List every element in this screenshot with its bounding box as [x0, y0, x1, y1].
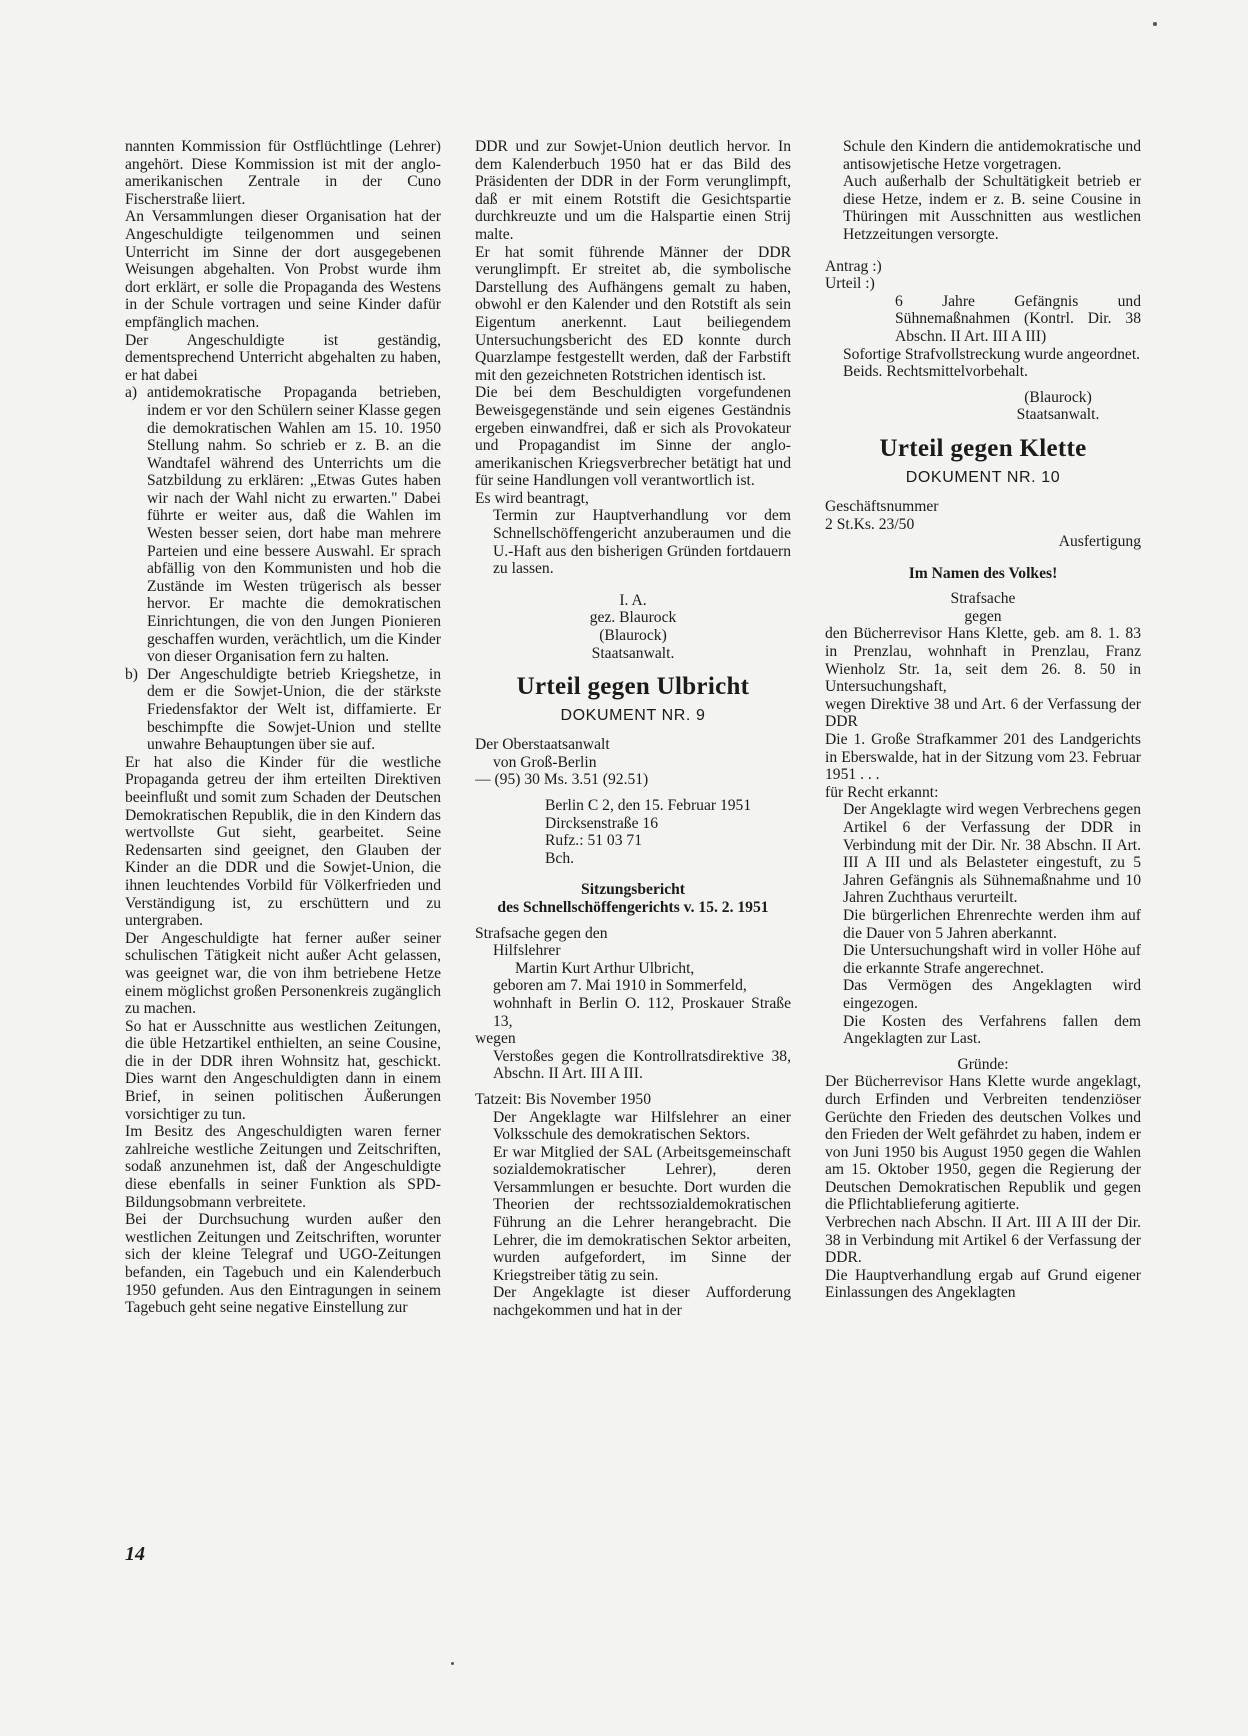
report-title: Sitzungsbericht: [581, 881, 685, 899]
case-line: wohnhaft in Berlin O. 112, Proskauer Straße 13,: [493, 994, 791, 1030]
reference-number: — (95) 30 Ms. 3.51 (92.51): [475, 771, 649, 789]
paragraph: Verbrechen nach Abschn. II Art. III A III der Dir. 38 in Verbindung mit Artikel 6 der Verfassung der DDR.: [825, 1214, 1141, 1267]
paragraph: Der Angeklagte wird wegen Verbrechens gegen Artikel 6 der Verfassung der DDR in Verbindung mit der Dir. Nr. 38 Abschn. II Art. III A III und als Belasteter eingestuft, zu 5 Jahren Gefängnis als Sühnemaßnahme und 10 Jahren Zuchthaus verurteilt.: [843, 801, 1141, 907]
report-title: des Schnellschöffengerichts v. 15. 2. 1951: [497, 898, 769, 916]
verdict-text: Sofortige Strafvollstreckung wurde angeordnet.: [843, 345, 1141, 363]
paragraph: Die Hauptverhandlung ergab auf Grund eigener Einlassungen des Angeklagten: [825, 1266, 1141, 1302]
case-line: geboren am 7. Mai 1910 in Sommerfeld,: [493, 977, 747, 995]
paragraph: Bei der Durchsuchung wurden außer den westlichen Zeitungen und Zeitschriften, worunter sich der kleine Telegraf und UGO-Zeitungen befanden, ein Tagebuch und ein Kalenderbuch 1950 gefunden. Aus den Eintragungen in seinem Tagebuch geht seine negative Einstellung zur: [125, 1211, 441, 1317]
paragraph: DDR und zur Sowjet-Union deutlich hervor. In dem Kalenderbuch 1950 hat er das Bild des Präsidenten der DDR in der Form verunglimpft, daß er mit einem Rotstift die Gesichtspartie durchkreuzte und um die Halspartie einen Strij malte.: [475, 138, 791, 243]
signature-line: I. A.: [619, 591, 647, 609]
scan-speck: [1153, 22, 1157, 26]
case-line: Verstoßes gegen die Kontrollratsdirektive 38, Abschn. II Art. III A III.: [493, 1047, 791, 1083]
paragraph: Die 1. Große Strafkammer 201 des Landgerichts in Eberswalde, hat in der Sitzung vom 23. Februar 1951 . . .: [825, 731, 1141, 784]
authority-line: Der Oberstaatsanwalt: [475, 736, 610, 754]
case-line: Strafsache gegen den: [475, 924, 608, 942]
address-line: Rufz.: 51 03 71: [545, 832, 643, 850]
list-item-text: antidemokratische Propaganda betrieben, indem er vor den Schülern seiner Klasse gegen die demokratischen Wahlen am 15. 10. 1950 Stellung nahm. So schrieb er z. B. an die Wandtafel während des Unterrichts um die Satzbildung zu erklären: „Etwas Gutes haben wir nach der Wahl nicht zu erwarten." Dabei führte er weiter aus, daß die Wahlen im Westen besser seien, dort habe man mehrere Parteien und eine bessere Auswahl. Er sprach abfällig von den Kommunisten und hob die Zustände im Westen trügerisch als besser hervor. Er machte die demokratischen Einrichtungen, die von den Jungen Pionieren geschaffen wurden, verächtlich, um die Kinder von dieser Organisation fern zu halten.: [147, 384, 441, 666]
signature-line: (Blaurock): [599, 627, 667, 645]
paragraph: Die Kosten des Verfahrens fallen dem Angeklagten zur Last.: [843, 1012, 1141, 1048]
case-line: Tatzeit: Bis November 1950: [475, 1090, 652, 1108]
paragraph: Er hat also die Kinder für die westliche Propaganda getreu der ihm erteilten Direktiven beeinflußt und somit zum Schaden der Deutschen Demokratischen Republik, die in den Kindern das wertvollste Gut sieht, gearbeitet. Seine Redensarten sind geeignet, den Glauben der Kinder an die DDR und die Sowjet-Union, die ihnen leuchtendes Vorbild für Völkerfrieden und Verständigung ist, zu erschüttern und zu untergraben.: [125, 753, 441, 930]
file-number: 2 St.Ks. 23/50: [825, 515, 915, 533]
list-item-b: [125, 666, 441, 754]
verdict-text: Beids. Rechtsmittelvorbehalt.: [843, 363, 1028, 381]
case-line: Hilfslehrer: [493, 942, 561, 960]
paragraph: Schule den Kindern die antidemokratische und antisowjetische Hetze vorgetragen.: [843, 138, 1141, 173]
list-marker: b): [125, 665, 138, 683]
paragraph: Die bei dem Beschuldigten vorgefundenen Beweisgegenstände und sein eigenes Geständnis ergeben einwandfrei, daß er sich als Provokateur und Propagandist im Sinne der anglo-amerikanischen Kriegsverbrecher betätigt hat und für seine Handlungen voll verantwortlich ist.: [475, 384, 791, 490]
paragraph: Im Besitz des Angeschuldigten waren ferner zahlreiche westliche Zeitungen und Zeitschriften, sodaß anzunehmen ist, daß der Angeschuldigte diese ebenfalls in seiner Funktion als SPD-Bildungsobmann verbreitete.: [125, 1123, 441, 1211]
signature-line: Staatsanwalt.: [1016, 406, 1100, 424]
page-number: 14: [125, 1543, 145, 1565]
authority-line: von Groß-Berlin: [493, 753, 597, 771]
list-marker: a): [125, 384, 138, 402]
verdict-label: Urteil :): [825, 275, 875, 293]
copy-label: Ausfertigung: [1058, 533, 1141, 551]
paragraph: Der Bücherrevisor Hans Klette wurde angeklagt, durch Erfinden und Verbreiten tendenziöser Gerüchte den Frieden des deutschen Volkes und den Frieden der Welt gefährdet zu haben, indem er von Juni 1950 bis August 1950 gegen die Wahlen am 15. Oktober 1950, gegen die Regierung der Deutschen Demokratischen Republik und gegen die Pflichtablieferung agitierte.: [825, 1073, 1141, 1214]
signature-line: (Blaurock): [1024, 388, 1092, 406]
address-line: Bch.: [545, 849, 575, 867]
text-column-left: [125, 138, 441, 1603]
reasons-heading: Gründe:: [957, 1055, 1009, 1073]
paragraph: Er war Mitglied der SAL (Arbeitsgemeinschaft sozialdemokratischer Lehrer), deren Versammlungen er besuchte. Dort wurden die Theorien der rechtssozialdemokratischen Führung an die Lehrer herangebracht. Die Lehrer, die im demokratischen Sektor arbeiten, wurden aufgefordert, im Sinne der Kriegstreiber tätig zu sein.: [493, 1143, 791, 1284]
case-line: Strafsache: [950, 590, 1016, 608]
paragraph: Es wird beantragt,: [475, 489, 589, 507]
paragraph: Termin zur Hauptverhandlung vor dem Schnellschöffengericht anzuberaumen und die U.-Haft aus den bisherigen Gründen fortdauern zu lassen.: [493, 507, 791, 578]
address-line: Dircksenstraße 16: [545, 814, 659, 832]
text-column-right: [825, 138, 1141, 1518]
list-item-text: Der Angeschuldigte betrieb Kriegshetze, in dem er die Sowjet-Union, die der stärkste Friedensfaktor der Welt ist, diffamierte. Er beschimpfte die Sowjet-Union und stellte unwahre Behauptungen über sie auf.: [147, 665, 441, 754]
signature-line: gez. Blaurock: [589, 609, 677, 627]
text-column-middle: [475, 138, 791, 1518]
paragraph: Auch außerhalb der Schultätigkeit betrieb er diese Hetze, indem er z. B. seine Cousine in Thüringen mit Ausschnitten aus westlichen Hetzzeitungen versorgte.: [843, 173, 1141, 243]
verdict-text: 6 Jahre Gefängnis und Sühnemaßnahmen (Kontrl. Dir. 38 Abschn. II Art. III A III): [895, 292, 1141, 345]
paragraph: Der Angeklagte ist dieser Aufforderung nachgekommen und hat in der: [493, 1284, 791, 1320]
paragraph: für Recht erkannt:: [825, 783, 939, 801]
case-line: wegen: [475, 1030, 516, 1048]
signature-line: Staatsanwalt.: [591, 644, 675, 662]
case-line: gegen: [964, 607, 1002, 625]
judgment-heading: Im Namen des Volkes!: [908, 564, 1058, 582]
section-heading: Urteil gegen Ulbricht: [516, 673, 750, 701]
section-heading: Urteil gegen Klette: [879, 434, 1087, 462]
paragraph: den Bücherrevisor Hans Klette, geb. am 8. 1. 83 in Prenzlau, wohnhaft in Prenzlau, Franz Wienholz Str. 1a, seit dem 26. 8. 50 in Untersuchungshaft,: [825, 625, 1141, 696]
scan-speck: [451, 1662, 454, 1665]
paragraph: An Versammlungen dieser Organisation hat der Angeschuldigte teilgenommen und seinen Unterricht im Sinne der dort ausgegebenen Weisungen abgehalten. Von Probst wurde ihm dort erklärt, er solle die Propaganda des Westens in der Schule vortragen und seine Kinder dafür empfänglich machen.: [125, 208, 441, 331]
paragraph: Die bürgerlichen Ehrenrechte werden ihm auf die Dauer von 5 Jahren aberkannt.: [843, 906, 1141, 942]
paragraph: Das Vermögen des Angeklagten wird eingezogen.: [843, 977, 1141, 1012]
paragraph: wegen Direktive 38 und Art. 6 der Verfassung der DDR: [825, 695, 1141, 731]
document-number: DOKUMENT NR. 9: [560, 707, 706, 725]
defendant-name: Martin Kurt Arthur Ulbricht,: [515, 959, 695, 977]
paragraph: Die Untersuchungshaft wird in voller Höhe auf die erkannte Strafe angerechnet.: [843, 942, 1141, 977]
document-number: DOKUMENT NR. 10: [905, 468, 1061, 486]
file-number-label: Geschäftsnummer: [825, 497, 939, 515]
list-item-a: [125, 384, 441, 666]
motion-label: Antrag :): [825, 257, 882, 275]
paragraph: Der Angeklagte war Hilfslehrer an einer Volksschule des demokratischen Sektors.: [493, 1108, 791, 1144]
paragraph: So hat er Ausschnitte aus westlichen Zeitungen, die üble Hetzartikel enthielten, an seine Cousine, die in der DDR ihren Wohnsitz hat, geschickt. Dies warnt den Angeschuldigten dann in einem Brief, in seinen politischen Äußerungen vorsichtiger zu tun.: [125, 1017, 441, 1123]
address-line: Berlin C 2, den 15. Februar 1951: [545, 797, 752, 814]
paragraph: Der Angeschuldigte hat ferner außer seiner schulischen Tätigkeit nicht außer Acht gelassen, was geeignet war, die von ihm betriebene Hetze einem möglichst großen Personenkreis zugänglich zu machen.: [125, 929, 441, 1018]
paragraph: Der Angeschuldigte ist geständig, dementsprechend Unterricht abgehalten zu haben, er hat dabei: [125, 331, 441, 384]
paragraph: nannten Kommission für Ostflüchtlinge (Lehrer) angehört. Diese Kommission ist mit der anglo-amerikanischen Zentrale in der Cuno Fischerstraße liiert.: [125, 138, 441, 208]
paragraph: Er hat somit führende Männer der DDR verunglimpft. Er streitet ab, die symbolische Darstellung des Aufhängens gemalt zu haben, obwohl er den Kalender und den Rotstift als sein Eigentum anerkennt. Laut beiliegendem Untersuchungsbericht des ED konnte durch Quarzlampe festgestellt werden, daß der Farbstift mit den gezeichneten Rotstrichen identisch ist.: [475, 243, 791, 384]
